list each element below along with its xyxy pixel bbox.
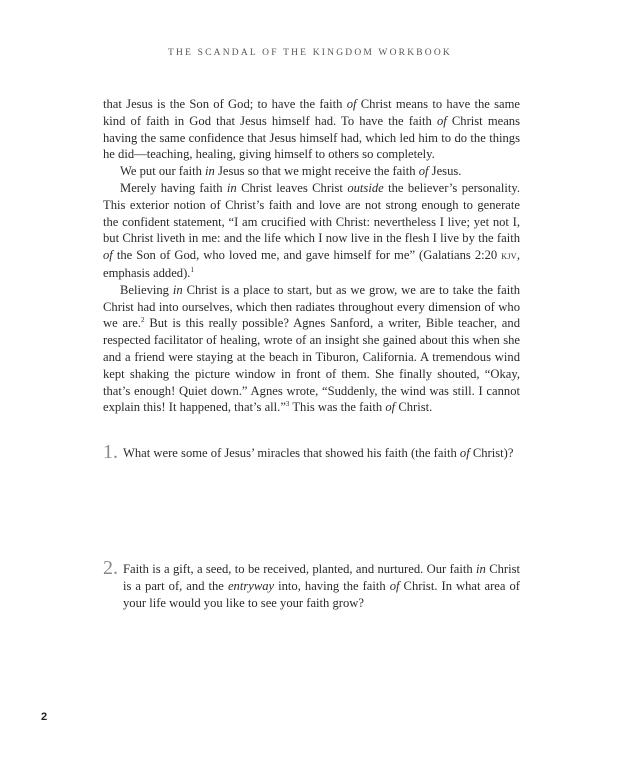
question-text: Faith is a gift, a seed, to be received, planted, and nurtured. Our faith in Christ is a part of, and the entryway into, having the faith of Christ. In what area of your life would you like to see your faith grow? [123,562,521,610]
paragraph-1: that Jesus is the Son of God; to have the faith of Christ means to have the same kind of faith in God that Jesus himself had. To have the faith of Christ means having the same confidence that Jesus himself had, which led him to do the things he did—teaching, healing, giving himself to others so completely. [103,97,521,162]
paragraph-4: Believing in Christ is a place to start, but as we grow, we are to take the faith Christ had into ourselves, which then radiates throughout every dimension of who we are.$^2$ But is this really possible? Agnes Sanford, a writer, Bible teacher, and respected facilitator of healing, wrote of an insight she gained about this when she and a friend were staying at the beach in Tiburon, California. A tremendous wind kept shaking the picture window in front of them. She finally shouted, “Okay, that’s enough! Quiet down.” Agnes wrote, “Suddenly, the wind was still. I cannot explain this! It happened, that’s all.”$^3$ This was the faith of Christ. [103,282,520,415]
question-text: What were some of Jesus’ miracles that showed his faith (the faith of Christ)? [123,446,514,460]
running-head: THE SCANDAL OF THE KINGDOM WORKBOOK [168,48,452,58]
kjv-abbreviation: kjv [501,250,517,263]
footnote-ref-3: 3 [285,400,290,409]
footnote-ref-1: 1 [190,265,194,274]
question-number: 2. [103,557,118,579]
paragraph-2: We put our faith in Jesus so that we might receive the faith of Jesus. [120,164,462,179]
question-2 [103,558,520,611]
page-number: 2 [41,711,48,723]
question-number: 1. [103,441,118,463]
question-1 [103,442,520,462]
paragraph-3: Merely having faith in Christ leaves Christ outside the believer’s personality. This exterior notion of Christ’s faith and love are not strong enough to generate the confident statement, “I am crucified with Christ: nevertheless I live; yet not I, but Christ liveth in me: and the life which I now live in the flesh I live by the faith of the Son of God, who loved me, and gave himself for me” (Galatians 2:20 kjv, emphasis added).$^1$ [103,180,520,280]
footnote-ref-2: 2 [141,316,145,325]
body-text [103,96,520,416]
